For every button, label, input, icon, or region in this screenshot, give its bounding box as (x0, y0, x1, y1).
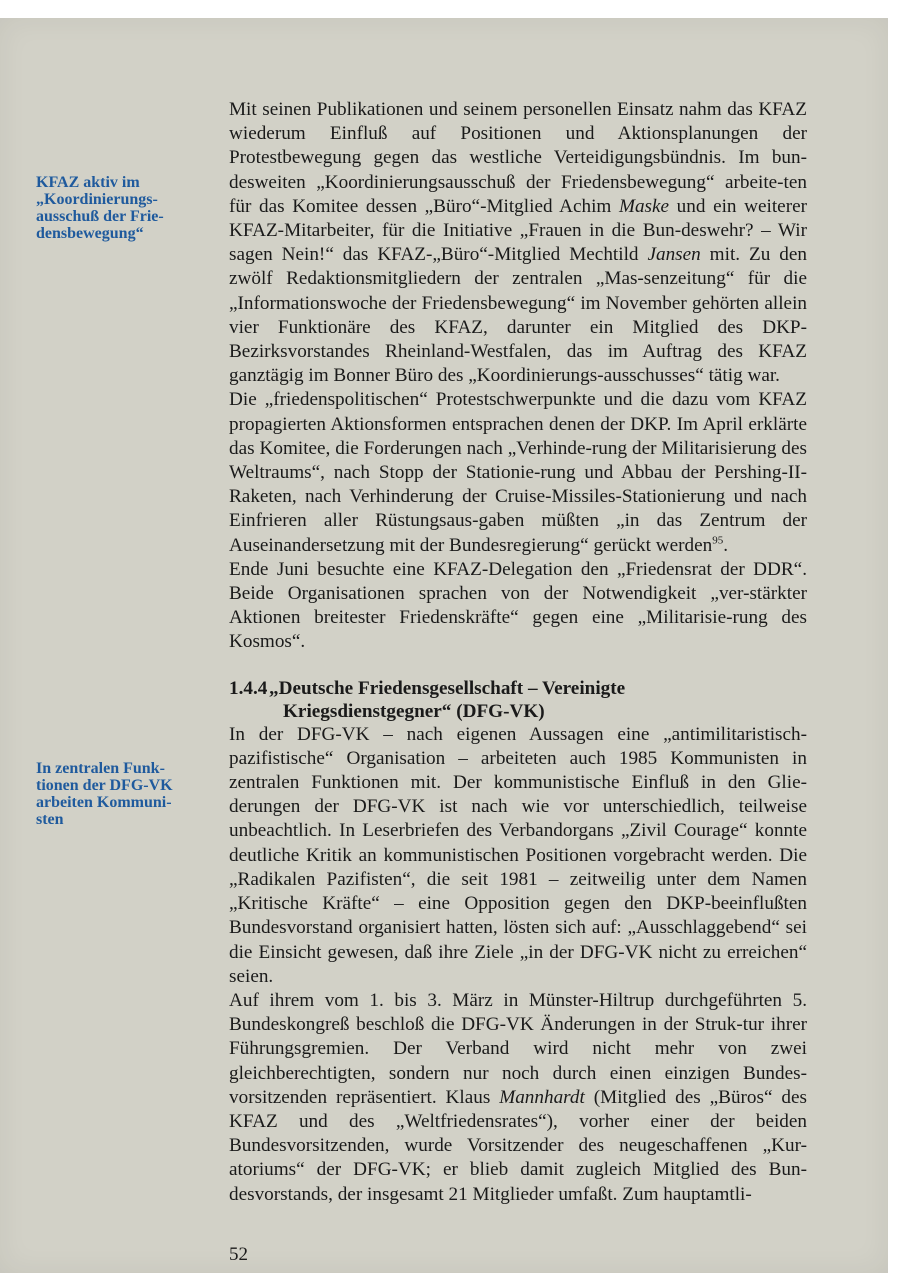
main-text-column (229, 98, 807, 1207)
name-maske: Maske (618, 195, 670, 217)
paragraph-kfaz-influence: Mit seinen Publikationen und seinem personellen Einsatz nahm das KFAZ wiederum Einfluß auf Positionen und Aktionsplanungen der Protestbewegung gegen das westliche Verteidigungsbündnis. Im bun-desweiten „Koordinierungsausschuß der Friedensbewegung“ arbeite-ten für das Komitee dessen „Büro“-Mitglied Achim Maske und ein weiterer KFAZ-Mitarbeiter, für die Initiative „Frauen in die Bun-deswehr? – Wir sagen Nein!“ das KFAZ-„Büro“-Mitglied Mechtild Jansen mit. Zu den zwölf Redaktionsmitgliedern der zentralen „Mas-senzeitung“ für die „Informationswoche der Friedensbewegung“ im November gehörten allein vier Funktionäre des KFAZ, darunter ein Mitglied des DKP-Bezirksvorstandes Rheinland-Westfalen, das im Auftrag des KFAZ ganztägig im Bonner Büro des „Koordinierungs-ausschusses“ tätig war. (229, 99, 807, 387)
section-number: 1.4.4 (229, 677, 268, 699)
section-title-line2: Kriegsdienstgegner“ (DFG-VK) (283, 700, 545, 722)
section-heading (229, 677, 807, 723)
margin-note-kfaz: KFAZ aktiv im „Koordinierungs- ausschuß der Frie- densbewegung“ (36, 174, 164, 242)
page-number: 52 (229, 1244, 248, 1265)
paragraph-ddr-visit: Ende Juni besuchte eine KFAZ-Delegation den „Friedensrat der DDR“. Beide Organisationen sprachen von der Notwendigkeit „ver-stärkter Aktionen breitester Friedenskräfte“ gegen eine „Militarisie-rung des Kosmos“. (229, 558, 807, 653)
document-page (0, 18, 888, 1273)
margin-note-dfg-vk: In zentralen Funk- tionen der DFG-VK arbeiten Kommuni- sten (36, 760, 173, 828)
name-jansen: Jansen (647, 244, 701, 266)
footnote-ref-95: 95 (712, 534, 724, 547)
paragraph-dfg-vk-communists: In der DFG-VK – nach eigenen Aussagen eine „antimilitaristisch-pazifistische“ Organisation – arbeiteten auch 1985 Kommunisten in zentralen Funktionen mit. Der kommunistische Einfluß in den Glie-derungen der DFG-VK ist nach wie vor unterschiedlich, teilweise unbeachtlich. In Leserbriefen des Verbandorgans „Zivil Courage“ konnte deutliche Kritik an kommunistischen Positionen vorgebracht werden. Die „Radikalen Pazifisten“, die seit 1981 – zeitweilig unter dem Namen „Kritische Kräfte“ – eine Opposition gegen den DKP-beeinflußten Bundesvorstand organisiert hatten, lösten sich auf: „Ausschlaggebend“ sei die Einsicht gewesen, daß ihre Ziele „in der DFG-VK nicht zu erreichen“ seien. (229, 723, 807, 987)
paragraph-protest-focus: Die „friedenspolitischen“ Protestschwerpunkte und die dazu vom KFAZ propagierten Aktionsformen entsprachen denen der DKP. Im April erklärte das Komitee, die Forderungen nach „Verhinde-rung der Militarisierung des Weltraums“, nach Stopp der Stationie-rung und Abbau der Pershing-II-Raketen, nach Verhinderung der Cruise-Missiles-Stationierung und nach Einfrieren aller Rüstungsaus-gaben müßten „in das Zentrum der Auseinandersetzung mit der Bundesregierung“ gerückt werden$^{95}$. (229, 389, 807, 556)
section-title-line1: „Deutsche Friedensgesellschaft – Vereinigte (269, 677, 626, 699)
paragraph-bundeskongress: Auf ihrem vom 1. bis 3. März in Münster-Hiltrup durchgeführten 5. Bundeskongreß beschloß die DFG-VK Änderungen in der Struk-tur ihrer Führungsgremien. Der Verband wird nicht mehr von zwei gleichberechtigten, sondern nur noch durch einen einzigen Bundes-vorsitzenden repräsentiert. Klaus Mannhardt (Mitglied des „Büros“ des KFAZ und des „Weltfriedensrates“), vorher einer der beiden Bundesvorsitzenden, wurde Vorsitzender des neugeschaffenen „Kur-atoriums“ der DFG-VK; er blieb damit zugleich Mitglied des Bun-desvorstands, der insgesamt 21 Mitglieder umfaßt. Zum hauptamtli- (229, 989, 807, 1205)
name-mannhardt: Mannhardt (499, 1086, 585, 1108)
